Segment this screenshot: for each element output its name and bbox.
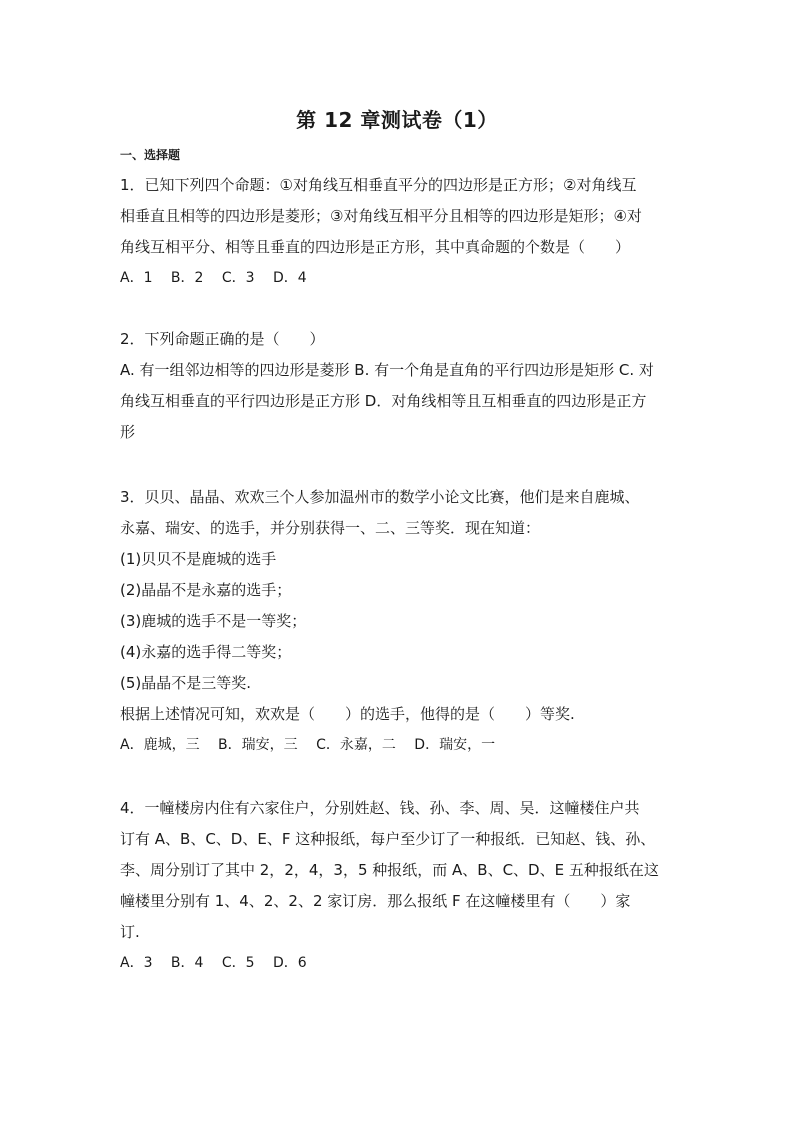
question-4-line: 4．一幢楼房内住有六家住户，分别姓赵、钱、孙、李、周、吴．这幢楼住户共	[120, 799, 640, 817]
question-2	[120, 324, 688, 448]
question-3-line: 永嘉、瑞安、的选手，并分别获得一、二、三等奖．现在知道：	[120, 519, 541, 537]
question-3-line: (2)晶晶不是永嘉的选手；	[120, 581, 292, 599]
question-4-line: 李、周分别订了其中 2，2，4，3，5 种报纸，而 A、B、C、D、E 五种报纸在这	[120, 861, 659, 879]
question-1-line: 1．已知下列四个命题：①对角线互相垂直平分的四边形是正方形；②对角线互	[120, 176, 637, 194]
question-4	[120, 793, 688, 979]
question-1-line: 角线互相平分、相等且垂直的四边形是正方形，其中真命题的个数是（ ）	[120, 238, 631, 256]
question-1	[120, 170, 688, 294]
question-2-line: 2．下列命题正确的是（ ）	[120, 330, 325, 348]
question-3-line: 根据上述情况可知，欢欢是（ ）的选手，他得的是（ ）等奖.	[120, 705, 575, 723]
page-title: 第 12 章测试卷（1）	[296, 108, 498, 132]
question-3-options: A．鹿城，三 B．瑞安，三 C．永嘉，二 D．瑞安，一	[120, 737, 496, 753]
question-3-line: (5)晶晶不是三等奖.	[120, 674, 252, 692]
question-3	[120, 482, 688, 761]
question-2-line: 形	[120, 423, 136, 441]
section-heading: 一、选择题	[120, 148, 181, 162]
question-4-line: 订有 A、B、C、D、E、F 这种报纸，每户至少订了一种报纸．已知赵、钱、孙、	[120, 830, 656, 848]
question-1-options: A．1 B．2 C．3 D．4	[120, 270, 307, 286]
question-3-line: (1)贝贝不是鹿城的选手	[120, 550, 277, 568]
question-2-line: 角线互相垂直的平行四边形是正方形 D．对角线相等且互相垂直的四边形是正方	[120, 392, 647, 410]
question-3-line: 3．贝贝、晶晶、欢欢三个人参加温州市的数学小论文比赛，他们是来自鹿城、	[120, 488, 640, 506]
question-3-line: (4)永嘉的选手得二等奖；	[120, 643, 292, 661]
question-4-line: 幢楼里分别有 1、4、2、2、2 家订房．那么报纸 F 在这幢楼里有（ ）家	[120, 892, 631, 910]
question-3-line: (3)鹿城的选手不是一等奖；	[120, 612, 307, 630]
question-2-line: A. 有一组邻边相等的四边形是菱形 B. 有一个角是直角的平行四边形是矩形 C. 对	[120, 361, 654, 379]
question-4-options: A．3 B．4 C．5 D．6	[120, 955, 307, 971]
question-1-line: 相垂直且相等的四边形是菱形；③对角线互相平分且相等的四边形是矩形；④对	[120, 207, 642, 225]
question-4-line: 订.	[120, 923, 140, 941]
